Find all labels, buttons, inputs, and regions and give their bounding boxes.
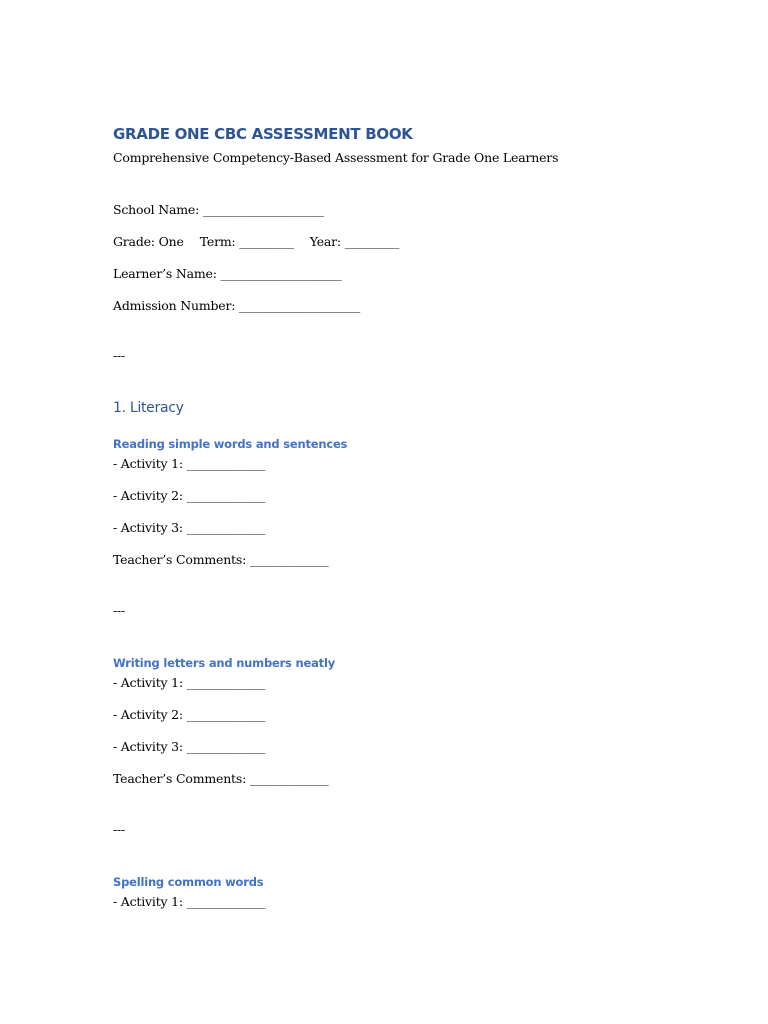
separator: --- — [113, 603, 126, 618]
admission-number-field: Admission Number: ____________________ — [113, 298, 361, 313]
document-title: GRADE ONE CBC ASSESSMENT BOOK — [113, 125, 413, 143]
activity-line: - Activity 2: _____________ — [113, 488, 266, 503]
activity-line: - Activity 3: _____________ — [113, 520, 266, 535]
activity-line: - Activity 1: _____________ — [113, 894, 266, 909]
subsection-heading: Writing letters and numbers neatly — [113, 656, 335, 670]
section-heading-literacy: 1. Literacy — [113, 400, 184, 416]
teacher-comments-line: Teacher’s Comments: _____________ — [113, 552, 329, 567]
year-field: Year: _________ — [309, 234, 400, 249]
activity-line: - Activity 2: _____________ — [113, 707, 266, 722]
subsection-heading: Reading simple words and sentences — [113, 437, 348, 451]
grade-field: Grade: One — [113, 234, 184, 249]
school-name-field: School Name: ____________________ — [113, 202, 324, 217]
grade-term-year-line — [113, 234, 399, 249]
learner-name-field: Learner’s Name: ____________________ — [113, 266, 342, 281]
subsection-heading: Spelling common words — [113, 875, 264, 889]
separator: --- — [113, 822, 126, 837]
activity-line: - Activity 3: _____________ — [113, 739, 266, 754]
teacher-comments-line: Teacher’s Comments: _____________ — [113, 771, 329, 786]
activity-line: - Activity 1: _____________ — [113, 675, 266, 690]
term-field: Term: _________ — [199, 234, 294, 249]
document-subtitle: Comprehensive Competency-Based Assessment for Grade One Learners — [113, 150, 559, 165]
separator: --- — [113, 348, 126, 363]
activity-line: - Activity 1: _____________ — [113, 456, 266, 471]
